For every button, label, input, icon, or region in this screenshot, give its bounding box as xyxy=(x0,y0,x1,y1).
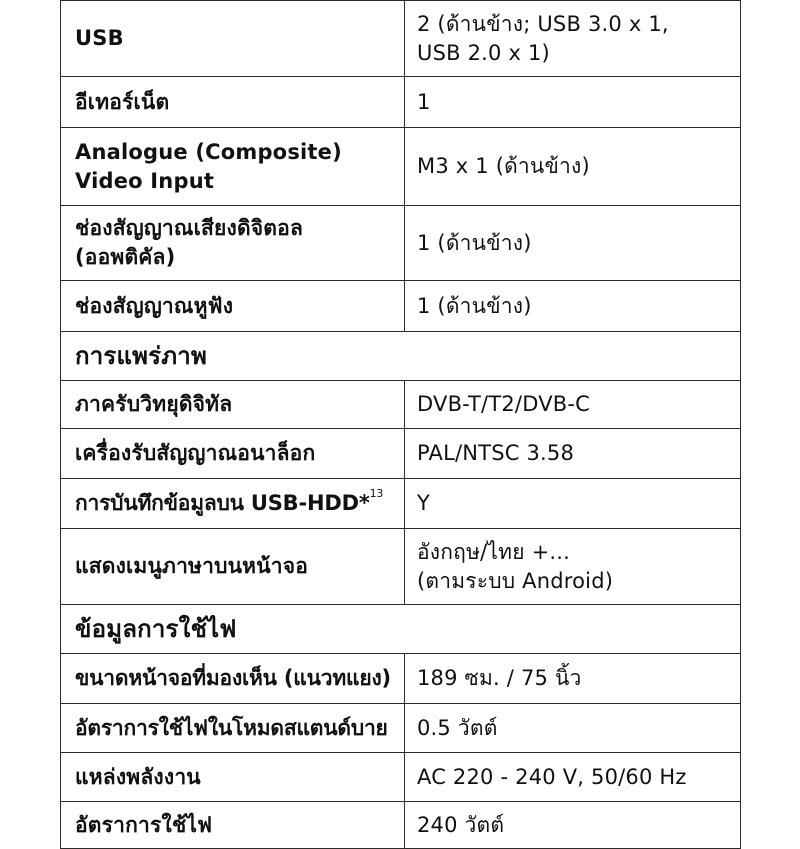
spec-label-line: Video Input xyxy=(75,168,215,193)
spec-value-line: Y xyxy=(417,491,431,515)
spec-label xyxy=(61,479,405,529)
spec-label-line: เครื่องรับสัญญาณอนาล็อก xyxy=(75,441,316,465)
spec-value-line: อังกฤษ/ไทย +... xyxy=(417,539,571,564)
spec-value xyxy=(405,529,741,605)
spec-label-line: อัตราการใช้ไฟในโหมดสแตนด์บาย xyxy=(75,715,388,740)
spec-label xyxy=(61,77,405,128)
spec-value xyxy=(405,381,741,429)
spec-value xyxy=(405,654,741,704)
spec-row-standby-power xyxy=(61,704,741,753)
spec-row-osd-language xyxy=(61,529,741,605)
spec-value-line: 2 (ด้านข้าง; USB 3.0 x 1, xyxy=(417,11,669,36)
spec-value-line: PAL/NTSC 3.58 xyxy=(417,441,575,465)
spec-label-line: อัตราการใช้ไฟ xyxy=(75,812,213,837)
spec-row-usb xyxy=(61,1,741,77)
spec-value-line: 0.5 วัตต์ xyxy=(417,715,498,740)
spec-value-line: 1 xyxy=(417,89,431,114)
spec-row-usb-hdd-recording xyxy=(61,479,741,529)
spec-value xyxy=(405,429,741,479)
spec-label xyxy=(61,128,405,206)
spec-label-line: ขนาดหน้าจอที่มองเห็น (แนวทแยง) xyxy=(75,666,391,690)
spec-value xyxy=(405,128,741,206)
spec-label-line: ภาครับวิทยุดิจิทัล xyxy=(75,392,233,416)
spec-label-line: ช่องสัญญาณเสียงดิจิตอล xyxy=(75,216,304,240)
spec-row-screen-size xyxy=(61,654,741,704)
spec-value-line: 189 ซม. / 75 นิ้ว xyxy=(417,666,582,690)
spec-row-analogue-tuner xyxy=(61,429,741,479)
spec-label-line: อีเทอร์เน็ต xyxy=(75,89,170,114)
spec-value-line: USB 2.0 x 1) xyxy=(417,40,550,65)
spec-label xyxy=(61,381,405,429)
spec-label xyxy=(61,206,405,281)
spec-value xyxy=(405,1,741,77)
spec-row-digital-tuner xyxy=(61,381,741,429)
spec-label xyxy=(61,529,405,605)
section-heading: ข้อมูลการใช้ไฟ xyxy=(61,605,741,654)
spec-section-broadcast xyxy=(61,332,741,381)
spec-label xyxy=(61,654,405,704)
spec-label-line: Analogue (Composite) xyxy=(75,139,342,164)
spec-label xyxy=(61,802,405,849)
spec-row-power-source xyxy=(61,753,741,802)
spec-label xyxy=(61,753,405,802)
spec-label xyxy=(61,429,405,479)
spec-value-line: 240 วัตต์ xyxy=(417,812,505,837)
spec-label xyxy=(61,1,405,77)
spec-section-power xyxy=(61,605,741,654)
spec-label xyxy=(61,281,405,332)
spec-table xyxy=(60,0,741,849)
spec-label-line: แสดงเมนูภาษาบนหน้าจอ xyxy=(75,554,309,578)
spec-value xyxy=(405,704,741,753)
spec-value-line: (ตามระบบ Android) xyxy=(417,568,614,593)
footnote-marker: 13 xyxy=(369,487,384,500)
spec-row-power-consumption xyxy=(61,802,741,849)
spec-value xyxy=(405,802,741,849)
spec-value-line: AC 220 - 240 V, 50/60 Hz xyxy=(417,764,687,789)
spec-value-line: DVB-T/T2/DVB-C xyxy=(417,392,591,416)
spec-value xyxy=(405,479,741,529)
spec-label-line: แหล่งพลังงาน xyxy=(75,764,201,789)
spec-label-line: การบันทึกข้อมูลบน USB-HDD* xyxy=(75,491,370,515)
spec-row-analogue-video xyxy=(61,128,741,206)
spec-value-line: 1 (ด้านข้าง) xyxy=(417,293,532,318)
spec-label-line: USB xyxy=(75,26,124,50)
spec-label xyxy=(61,704,405,753)
spec-row-ethernet xyxy=(61,77,741,128)
spec-value-line: M3 x 1 (ด้านข้าง) xyxy=(417,154,590,178)
spec-row-digital-audio xyxy=(61,206,741,281)
spec-label-line: ช่องสัญญาณหูฟัง xyxy=(75,293,234,318)
spec-value xyxy=(405,281,741,332)
section-heading: การแพร่ภาพ xyxy=(61,332,741,381)
spec-value xyxy=(405,753,741,802)
spec-value xyxy=(405,206,741,281)
spec-value-line: 1 (ด้านข้าง) xyxy=(417,230,532,255)
spec-row-headphone xyxy=(61,281,741,332)
spec-label-line: (ออพติคัล) xyxy=(75,245,176,269)
spec-value xyxy=(405,77,741,128)
